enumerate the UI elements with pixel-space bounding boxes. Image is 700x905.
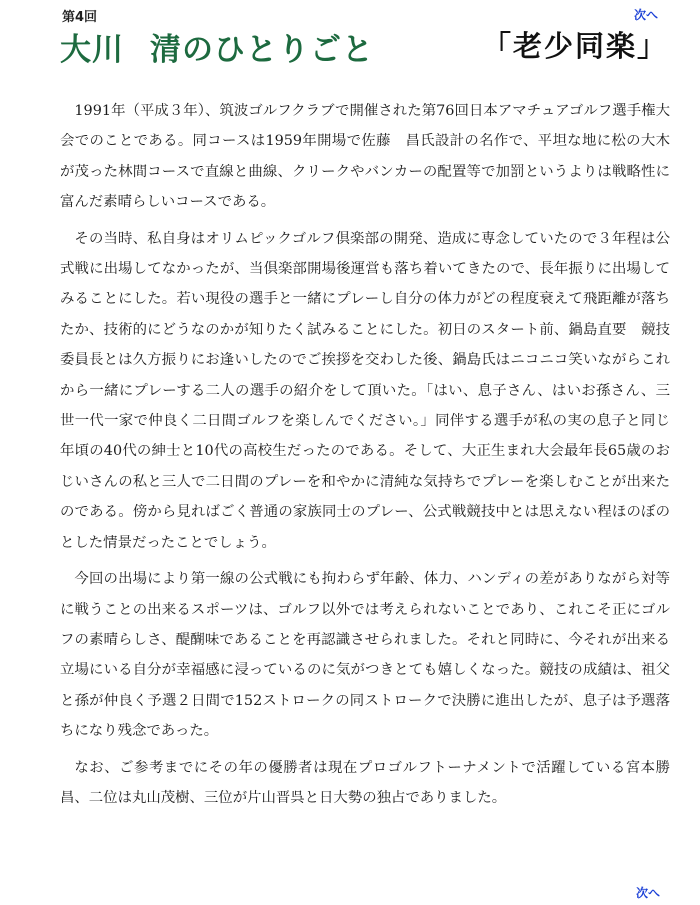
author-name: 大川 <box>60 32 124 68</box>
issue-label: 第4回 <box>62 10 98 25</box>
paragraph-3: 今回の出場により第一線の公式戦にも拘わらず年齢、体力、ハンディの差がありながら対等に戦うことの出来るスポーツは、ゴルフ以外では考えられないことであり、これこそ正にゴルフの素晴らしさ、醍醐味であることを再認識させられました。それと同時に、今それが出来る立場にいる自分が幸福感に浸っているのに気がつきとても嬉しくなった。競技の成績は、祖父と孫が仲良く予選２日間で152ストロークの同ストロークで決勝に進出したが、息子は予選落ちになり残念であった。 <box>60 571 670 740</box>
article-body <box>60 96 670 819</box>
paragraph-2: その当時、私自身はオリムピックゴルフ倶楽部の開発、造成に専念していたので３年程は公式戦に出場してなかったが、当倶楽部開場後運営も落ち着いてきたので、長年振りに出場してみることにした。若い現役の選手と一緒にプレーし自分の体力がどの程度衰えて飛距離が落ちたか、技術的にどうなのかが知りたく試みることにした。初日のスタート前、鍋島直要 競技委員長とは久方振りにお逢いしたのでご挨拶を交わした後、鍋島氏はニコニコ笑いながらこれから一緒にプレーする二人の選手の紹介をして頂いた。「はい、息子さん、はいお孫さん、三世一代一家で仲良く二日間ゴルフを楽しんでください。」同伴する選手が私の実の息子と同じ年頃の40代の紳士と10代の高校生だったのである。そして、大正生まれ大会最年長65歳のおじいさんの私と三人で二日間のプレーを和やかに清純な気持ちでプレーを楽しむことが出来たのである。傍から見ればごく普通の家族同士のプレー、公式戦競技中とは思えない程ほのぼのとした情景だったことでしょう。 <box>60 230 670 551</box>
author-heading <box>60 24 374 69</box>
next-link-top[interactable]: 次へ <box>634 8 659 22</box>
next-link-bottom[interactable]: 次へ <box>636 886 661 900</box>
paragraph-4: なお、ご参考までにその年の優勝者は現在プロゴルフトーナメントで活躍している宮本勝昌、二位は丸山茂樹、三位が片山晋呉と日大勢の独占でありました。 <box>60 759 670 806</box>
paragraph-1: 1991年（平成３年）、筑波ゴルフクラブで開催された第76回日本アマチュアゴルフ選手権大会でのことである。同コースは1959年開場で佐藤 昌氏設計の名作で、平坦な地に松の大木が茂った林間コースで直線と曲線、クリークやバンカーの配置等で加罰というよりは戦略性に富んだ素晴らしいコースである。 <box>60 103 670 211</box>
column-subtitle: 清のひとりごと <box>150 32 374 68</box>
header <box>60 24 668 66</box>
article-title: 「老少同楽」 <box>481 29 668 63</box>
